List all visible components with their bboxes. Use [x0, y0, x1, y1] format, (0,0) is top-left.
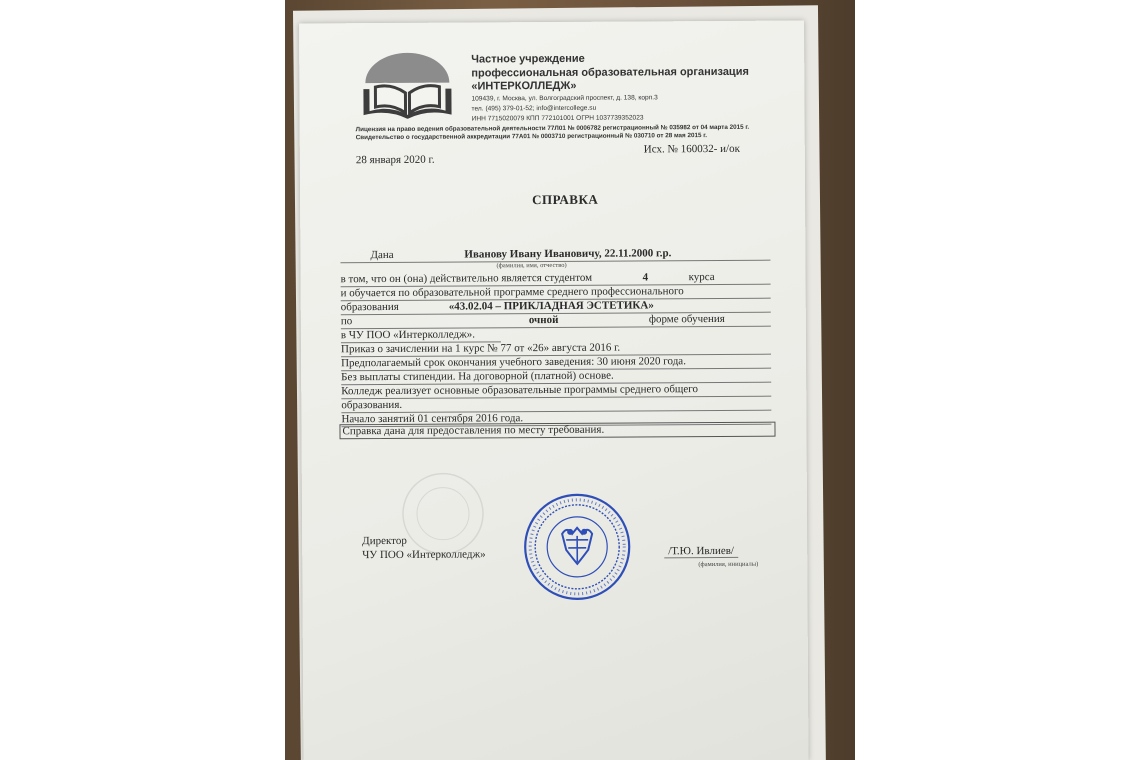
study-form-line — [341, 313, 771, 330]
org-phone: тел. (495) 379-01-52; info@intercollege.su — [471, 104, 597, 113]
start-date: Начало занятий 01 сентября 2016 года. — [341, 412, 524, 426]
purpose-text: Справка дана для предоставления по месту требования. — [342, 423, 605, 438]
study-form: очной — [528, 313, 559, 327]
college-programs-1: Колледж реализует основные образовательные программы среднего общего — [341, 383, 699, 398]
org-address: 109439, г. Москва, ул. Волгоградский проспект, д. 138, корп.3 — [471, 94, 658, 103]
org-name-line-2: профессиональная образовательная организация — [471, 65, 749, 80]
book-logo-icon — [357, 49, 457, 120]
signer-name: /Т.Ю. Ивлиев/ — [664, 545, 738, 558]
course-number: 4 — [642, 271, 649, 284]
expected-end: Предполагаемый срок окончания учебного заведения: 30 июня 2020 года. — [341, 355, 686, 370]
given-label: Дана — [370, 248, 394, 262]
certificate-sheet — [299, 20, 809, 760]
recipient-name: Иванову Ивану Ивановичу, 22.11.2000 г.р. — [464, 247, 672, 261]
org-license: Лицензия на право ведения образовательной деятельности 77Л01 № 0006782 регистрационный № 035982 от 04 марта 2015 г. — [355, 123, 750, 134]
by-label: по — [340, 315, 353, 328]
org-name-line-3: «ИНТЕРКОЛЛЕДЖ» — [471, 79, 577, 93]
purpose-box — [339, 422, 775, 440]
college-programs-2: образования. — [341, 398, 403, 412]
education-label: образования — [340, 300, 399, 314]
document-title: СПРАВКА — [532, 191, 599, 208]
specialty-name: «43.02.04 – ПРИКЛАДНАЯ ЭСТЕТИКА» — [448, 299, 654, 313]
given-to-line — [340, 247, 770, 264]
program-text: и обучается по образовательной программе среднего профессионального — [340, 285, 684, 300]
org-accreditation: Свидетельство о государственной аккредитации 77А01 № 0003710 регистрационный № 030710 от 28 мая 2015 г. — [355, 132, 707, 142]
enrollment-order: Приказ о зачислении на 1 курс № 77 от «26» августа 2016 г. — [340, 341, 621, 356]
institution-name: в ЧУ ПОО «Интерколледж». — [340, 328, 475, 342]
course-label: курса — [688, 271, 715, 284]
recipient-caption: (фамилия, имя, отчество) — [496, 261, 567, 270]
org-name-line-1: Частное учреждение — [471, 52, 585, 66]
official-stamp-icon — [522, 492, 633, 603]
institution-line — [341, 328, 501, 343]
org-inn: ИНН 7715020079 КПП 772101001 ОГРН 1037739352023 — [471, 114, 644, 123]
scholarship-text: Без выплаты стипендии. На договорной (платной) основе. — [341, 369, 614, 384]
study-form-label: форме обучения — [648, 312, 725, 326]
student-text: в том, что он (она) действительно является студентом — [340, 271, 593, 286]
director-organization: ЧУ ПОО «Интерколледж» — [362, 548, 486, 562]
faint-seal-icon — [398, 468, 489, 559]
reference-number: Исх. № 160032- и/ок — [643, 142, 740, 156]
document-date: 28 января 2020 г. — [355, 153, 435, 167]
document-photo — [285, 0, 855, 760]
director-position: Директор — [362, 534, 407, 548]
signer-caption: (фамилия, инициалы) — [698, 560, 759, 569]
